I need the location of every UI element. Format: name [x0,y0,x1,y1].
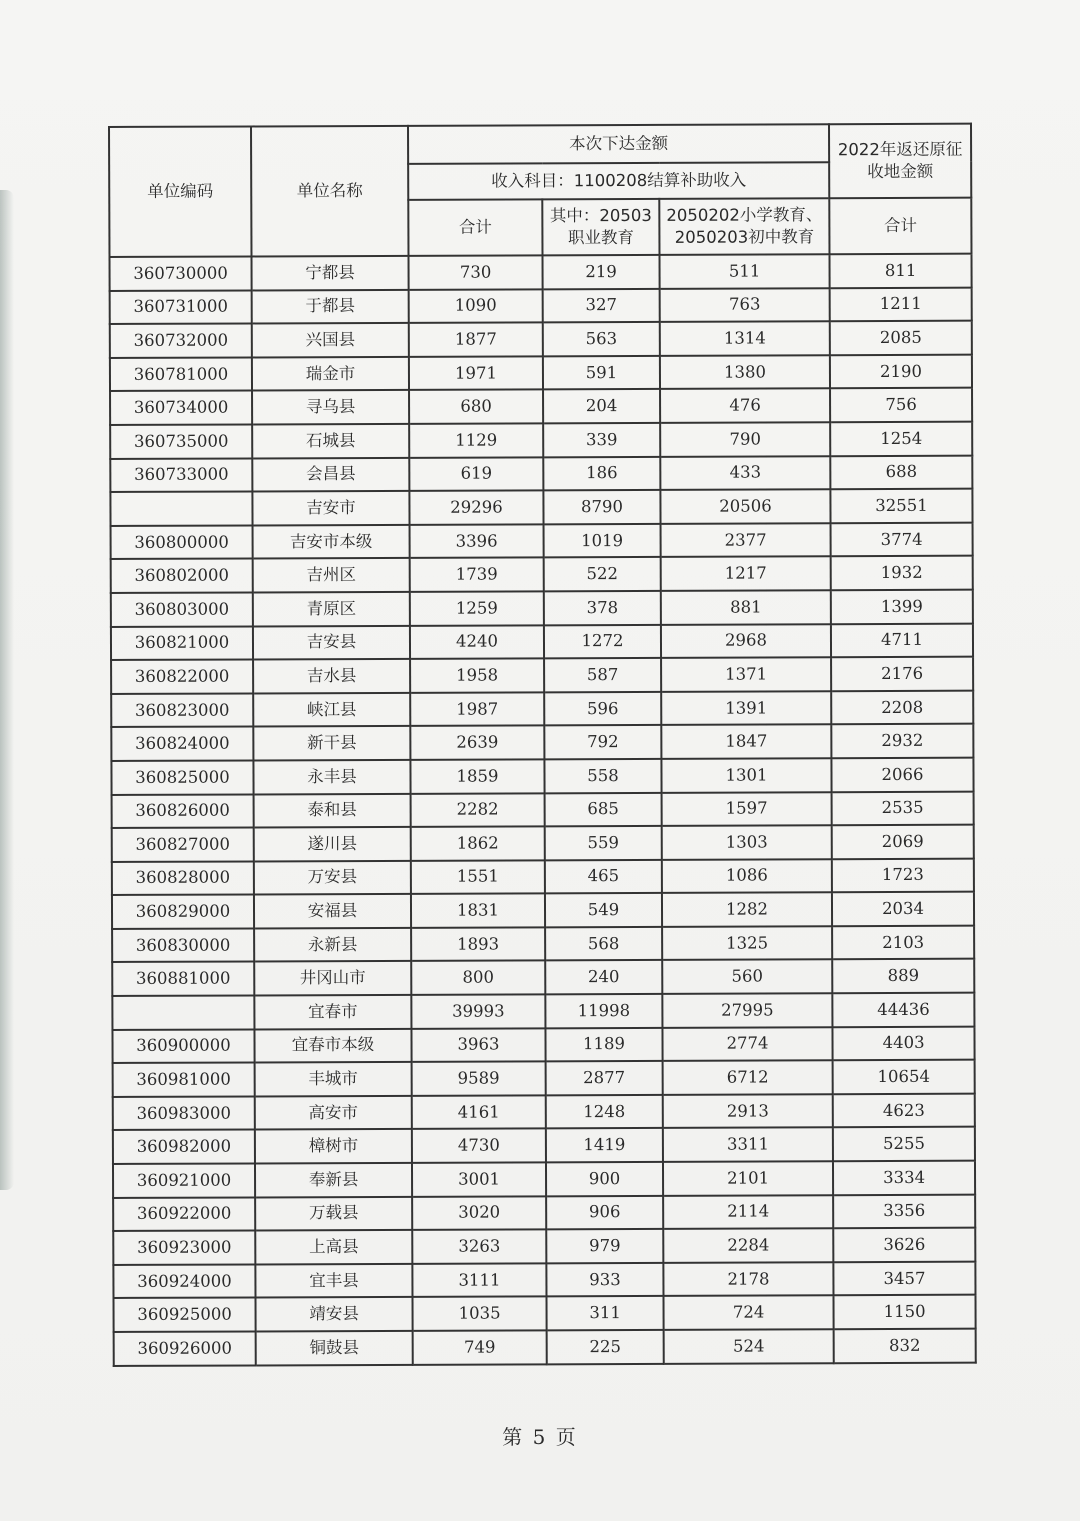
land-return-amount-cell: 756 [830,388,972,422]
unit-code-cell: 360734000 [110,391,252,425]
header-unit-code: 单位编码 [109,126,251,257]
unit-code-cell: 360828000 [112,861,254,895]
land-return-amount-cell: 1150 [834,1295,976,1329]
unit-code-cell: 360802000 [111,559,253,593]
unit-name-cell: 安福县 [254,894,411,928]
vocational-amount-cell: 1419 [546,1128,663,1162]
table-row [110,388,972,425]
unit-name-cell: 遂川县 [254,827,411,861]
header-return-title: 2022年返还原征 收地金额 [829,124,971,199]
education-amount-cell: 1371 [661,657,831,691]
education-amount-cell: 20506 [660,489,830,523]
allocation-total-cell: 1862 [411,826,545,860]
education-amount-cell: 27995 [662,993,832,1027]
table-row [113,1161,975,1198]
education-amount-cell: 2178 [663,1262,833,1296]
unit-name-cell: 铜鼓县 [256,1331,413,1365]
education-amount-cell: 2913 [663,1094,833,1128]
vocational-amount-cell: 339 [543,423,660,457]
allocation-total-cell: 1859 [410,759,544,793]
table-row [112,1026,974,1063]
allocation-total-cell: 3963 [411,1028,545,1062]
unit-name-cell: 会昌县 [252,457,409,491]
table-row [111,657,973,694]
land-return-amount-cell: 811 [830,254,972,288]
unit-name-cell: 靖安县 [256,1297,413,1331]
unit-name-cell: 宜春市 [254,995,411,1029]
education-amount-cell: 763 [660,288,830,322]
unit-code-cell: 360827000 [112,828,254,862]
unit-name-cell: 寻乌县 [252,390,409,424]
table-body [110,254,976,1366]
vocational-amount-cell: 792 [544,725,661,759]
land-return-amount-cell: 2190 [830,354,972,388]
unit-code-cell: 360821000 [111,626,253,660]
unit-name-cell: 青原区 [253,592,410,626]
unit-name-cell: 峡江县 [253,693,410,727]
allocation-total-cell: 619 [409,457,543,491]
unit-name-cell: 瑞金市 [252,357,409,391]
land-return-amount-cell: 4711 [831,623,973,657]
land-return-amount-cell: 2103 [832,926,974,960]
unit-code-cell: 360822000 [111,660,253,694]
land-return-amount-cell: 3626 [833,1228,975,1262]
table-row [113,1261,975,1298]
table-row [113,1228,975,1265]
unit-code-cell: 360825000 [111,760,253,794]
land-return-amount-cell: 1932 [831,556,973,590]
unit-code-cell: 360732000 [110,324,252,358]
land-return-amount-cell: 2535 [832,791,974,825]
vocational-amount-cell: 979 [546,1229,663,1263]
education-amount-cell: 524 [664,1329,834,1363]
unit-name-cell: 兴国县 [252,323,409,357]
vocational-amount-cell: 596 [544,692,661,726]
education-amount-cell: 476 [660,389,830,423]
table-row [111,758,973,795]
unit-code-cell: 360733000 [110,458,252,492]
table-row [112,825,974,862]
vocational-amount-cell: 240 [545,960,662,994]
allocation-total-cell: 1090 [409,289,543,323]
allocation-total-cell: 1831 [411,894,545,928]
education-amount-cell: 3311 [663,1128,833,1162]
table-row [112,993,974,1030]
land-return-amount-cell: 3457 [833,1261,975,1295]
unit-name-cell: 宁都县 [252,256,409,290]
allocation-total-cell: 1987 [410,692,544,726]
unit-code-cell: 360823000 [111,693,253,727]
unit-name-cell: 上高县 [255,1230,412,1264]
header-subtotal: 合计 [408,199,542,256]
education-amount-cell: 2284 [663,1228,833,1262]
unit-name-cell: 泰和县 [254,793,411,827]
land-return-amount-cell: 2066 [831,758,973,792]
unit-name-cell: 宜春市本级 [254,1028,411,1062]
education-amount-cell: 2968 [661,624,831,658]
allocation-total-cell: 1958 [410,658,544,692]
allocation-total-cell: 1551 [411,860,545,894]
allocation-total-cell: 1877 [409,323,543,357]
unit-code-cell: 360922000 [113,1197,255,1231]
land-return-amount-cell: 1254 [830,422,972,456]
table-row [110,321,972,358]
table-row [111,724,973,761]
unit-name-cell: 吉安市 [252,491,409,525]
vocational-amount-cell: 559 [545,826,662,860]
education-amount-cell: 433 [660,456,830,490]
allocation-total-cell: 730 [409,255,543,289]
vocational-amount-cell: 591 [543,356,660,390]
allocation-total-cell: 3263 [412,1230,546,1264]
vocational-amount-cell: 311 [546,1296,663,1330]
table-row [112,959,974,996]
allocation-total-cell: 4161 [412,1095,546,1129]
unit-code-cell: 360731000 [110,290,252,324]
unit-code-cell: 360881000 [112,962,254,996]
vocational-amount-cell: 558 [544,759,661,793]
unit-code-cell [110,492,252,526]
table-row [112,858,974,895]
unit-name-cell: 永新县 [254,928,411,962]
education-amount-cell: 560 [662,960,832,994]
page-number: 第 5 页 [502,1425,578,1449]
land-return-amount-cell: 2034 [832,892,974,926]
allocation-table [108,123,977,1367]
education-amount-cell: 1380 [660,355,830,389]
allocation-total-cell: 800 [411,961,545,995]
land-return-amount-cell: 10654 [833,1060,975,1094]
education-amount-cell: 1847 [661,725,831,759]
education-amount-cell: 2377 [661,523,831,557]
unit-code-cell: 360982000 [113,1130,255,1164]
unit-code-cell: 360829000 [112,895,254,929]
header-income-subject: 收入科目：1100208结算补助收入 [408,162,829,200]
vocational-amount-cell: 563 [543,322,660,356]
unit-name-cell: 吉安市本级 [253,525,410,559]
land-return-amount-cell: 1723 [832,858,974,892]
vocational-amount-cell: 225 [547,1330,664,1364]
unit-name-cell: 井冈山市 [254,961,411,995]
land-return-amount-cell: 4623 [833,1094,975,1128]
land-return-amount-cell: 3356 [833,1194,975,1228]
education-amount-cell: 1303 [662,825,832,859]
land-return-amount-cell: 2069 [832,825,974,859]
land-return-amount-cell: 2208 [831,690,973,724]
table-row [113,1060,975,1097]
unit-code-cell: 360921000 [113,1163,255,1197]
allocation-total-cell: 4240 [410,625,544,659]
allocation-total-cell: 680 [409,390,543,424]
unit-code-cell: 360803000 [111,592,253,626]
table-row [113,1194,975,1231]
unit-name-cell: 吉水县 [253,659,410,693]
header-vocational-education: 其中：20503 职业教育 [542,199,659,255]
vocational-amount-cell: 2877 [546,1061,663,1095]
unit-code-cell: 360781000 [110,357,252,391]
education-amount-cell: 1314 [660,321,830,355]
unit-code-cell: 360925000 [114,1298,256,1332]
unit-code-cell: 360923000 [113,1231,255,1265]
land-return-amount-cell: 32551 [830,489,972,523]
vocational-amount-cell: 327 [543,288,660,322]
education-amount-cell: 1301 [661,758,831,792]
table-header [109,124,972,257]
vocational-amount-cell: 906 [546,1196,663,1230]
header-return-total: 合计 [829,198,971,255]
table-row [111,623,973,660]
table-row [110,422,972,459]
education-amount-cell: 2101 [663,1161,833,1195]
table-row [111,556,973,593]
land-return-amount-cell: 5255 [833,1127,975,1161]
vocational-amount-cell: 219 [542,255,659,289]
unit-code-cell: 360983000 [113,1096,255,1130]
allocation-total-cell: 9589 [412,1062,546,1096]
land-return-amount-cell: 3774 [831,522,973,556]
land-return-amount-cell: 2085 [830,321,972,355]
scan-edge-mark [0,190,14,1190]
allocation-total-cell: 1971 [409,356,543,390]
vocational-amount-cell: 549 [545,893,662,927]
table-row [113,1094,975,1131]
unit-code-cell: 360826000 [112,794,254,828]
allocation-total-cell: 1893 [411,927,545,961]
table-row [110,455,972,492]
education-amount-cell: 1217 [661,557,831,591]
allocation-total-cell: 1259 [410,591,544,625]
unit-name-cell: 万载县 [255,1196,412,1230]
allocation-total-cell: 3001 [412,1162,546,1196]
allocation-total-cell: 1129 [409,423,543,457]
education-amount-cell: 1086 [662,859,832,893]
unit-code-cell: 360800000 [111,525,253,559]
land-return-amount-cell: 3334 [833,1161,975,1195]
vocational-amount-cell: 1272 [544,624,661,658]
header-primary-middle-education: 2050202小学教育、 2050203初中教育 [659,198,829,255]
unit-code-cell: 360900000 [112,1029,254,1063]
land-return-amount-cell: 1211 [830,287,972,321]
land-return-amount-cell: 4403 [832,1026,974,1060]
table-row [112,791,974,828]
allocation-total-cell: 4730 [412,1129,546,1163]
education-amount-cell: 1282 [662,893,832,927]
unit-code-cell: 360924000 [113,1264,255,1298]
allocation-total-cell: 39993 [411,994,545,1028]
unit-code-cell: 360926000 [114,1331,256,1365]
unit-name-cell: 万安县 [254,861,411,895]
vocational-amount-cell: 568 [545,927,662,961]
unit-name-cell: 吉安县 [253,625,410,659]
unit-name-cell: 高安市 [255,1096,412,1130]
vocational-amount-cell: 11998 [545,994,662,1028]
unit-code-cell: 360830000 [112,928,254,962]
table-row [110,254,972,291]
unit-code-cell: 360981000 [113,1063,255,1097]
unit-name-cell: 永丰县 [253,760,410,794]
land-return-amount-cell: 688 [830,455,972,489]
land-return-amount-cell: 2932 [831,724,973,758]
education-amount-cell: 1325 [662,926,832,960]
education-amount-cell: 881 [661,590,831,624]
vocational-amount-cell: 1189 [545,1028,662,1062]
table-row [112,892,974,929]
allocation-total-cell: 749 [413,1330,547,1364]
unit-name-cell: 吉州区 [253,558,410,592]
table-row [112,926,974,963]
vocational-amount-cell: 1019 [544,524,661,558]
vocational-amount-cell: 8790 [543,490,660,524]
vocational-amount-cell: 685 [545,792,662,826]
education-amount-cell: 1391 [661,691,831,725]
allocation-total-cell: 3111 [412,1263,546,1297]
education-amount-cell: 6712 [663,1060,833,1094]
unit-code-cell [112,996,254,1030]
education-amount-cell: 2114 [663,1195,833,1229]
vocational-amount-cell: 204 [543,389,660,423]
unit-code-cell: 360735000 [110,424,252,458]
table-row [110,354,972,391]
vocational-amount-cell: 522 [544,557,661,591]
allocation-total-cell: 3020 [412,1196,546,1230]
vocational-amount-cell: 933 [546,1263,663,1297]
allocation-total-cell: 1035 [412,1297,546,1331]
vocational-amount-cell: 186 [543,456,660,490]
table-row [110,287,972,324]
table-row [111,522,973,559]
education-amount-cell: 2774 [662,1027,832,1061]
allocation-total-cell: 2282 [411,793,545,827]
unit-name-cell: 新干县 [253,726,410,760]
education-amount-cell: 511 [659,254,829,288]
table-row [110,489,972,526]
unit-name-cell: 宜丰县 [255,1264,412,1298]
header-unit-name: 单位名称 [251,126,408,257]
table-row [113,1127,975,1164]
vocational-amount-cell: 1248 [546,1095,663,1129]
unit-code-cell: 360730000 [110,256,252,290]
land-return-amount-cell: 1399 [831,590,973,624]
land-return-amount-cell: 832 [834,1329,976,1363]
header-allocation-group: 本次下达金额 [408,124,829,164]
table-row [111,590,973,627]
vocational-amount-cell: 900 [546,1162,663,1196]
education-amount-cell: 724 [663,1296,833,1330]
table-row [114,1295,976,1332]
unit-code-cell: 360824000 [111,727,253,761]
land-return-amount-cell: 2176 [831,657,973,691]
allocation-total-cell: 3396 [410,524,544,558]
land-return-amount-cell: 889 [832,959,974,993]
allocation-total-cell: 2639 [410,726,544,760]
education-amount-cell: 1597 [662,792,832,826]
unit-name-cell: 于都县 [252,289,409,323]
vocational-amount-cell: 465 [545,860,662,894]
land-return-amount-cell: 44436 [832,993,974,1027]
table-row [114,1329,976,1366]
unit-name-cell: 丰城市 [255,1062,412,1096]
unit-name-cell: 石城县 [252,424,409,458]
education-amount-cell: 790 [660,422,830,456]
vocational-amount-cell: 378 [544,591,661,625]
allocation-total-cell: 29296 [409,490,543,524]
unit-name-cell: 樟树市 [255,1129,412,1163]
vocational-amount-cell: 587 [544,658,661,692]
allocation-total-cell: 1739 [410,558,544,592]
table-row [111,690,973,727]
unit-name-cell: 奉新县 [255,1163,412,1197]
